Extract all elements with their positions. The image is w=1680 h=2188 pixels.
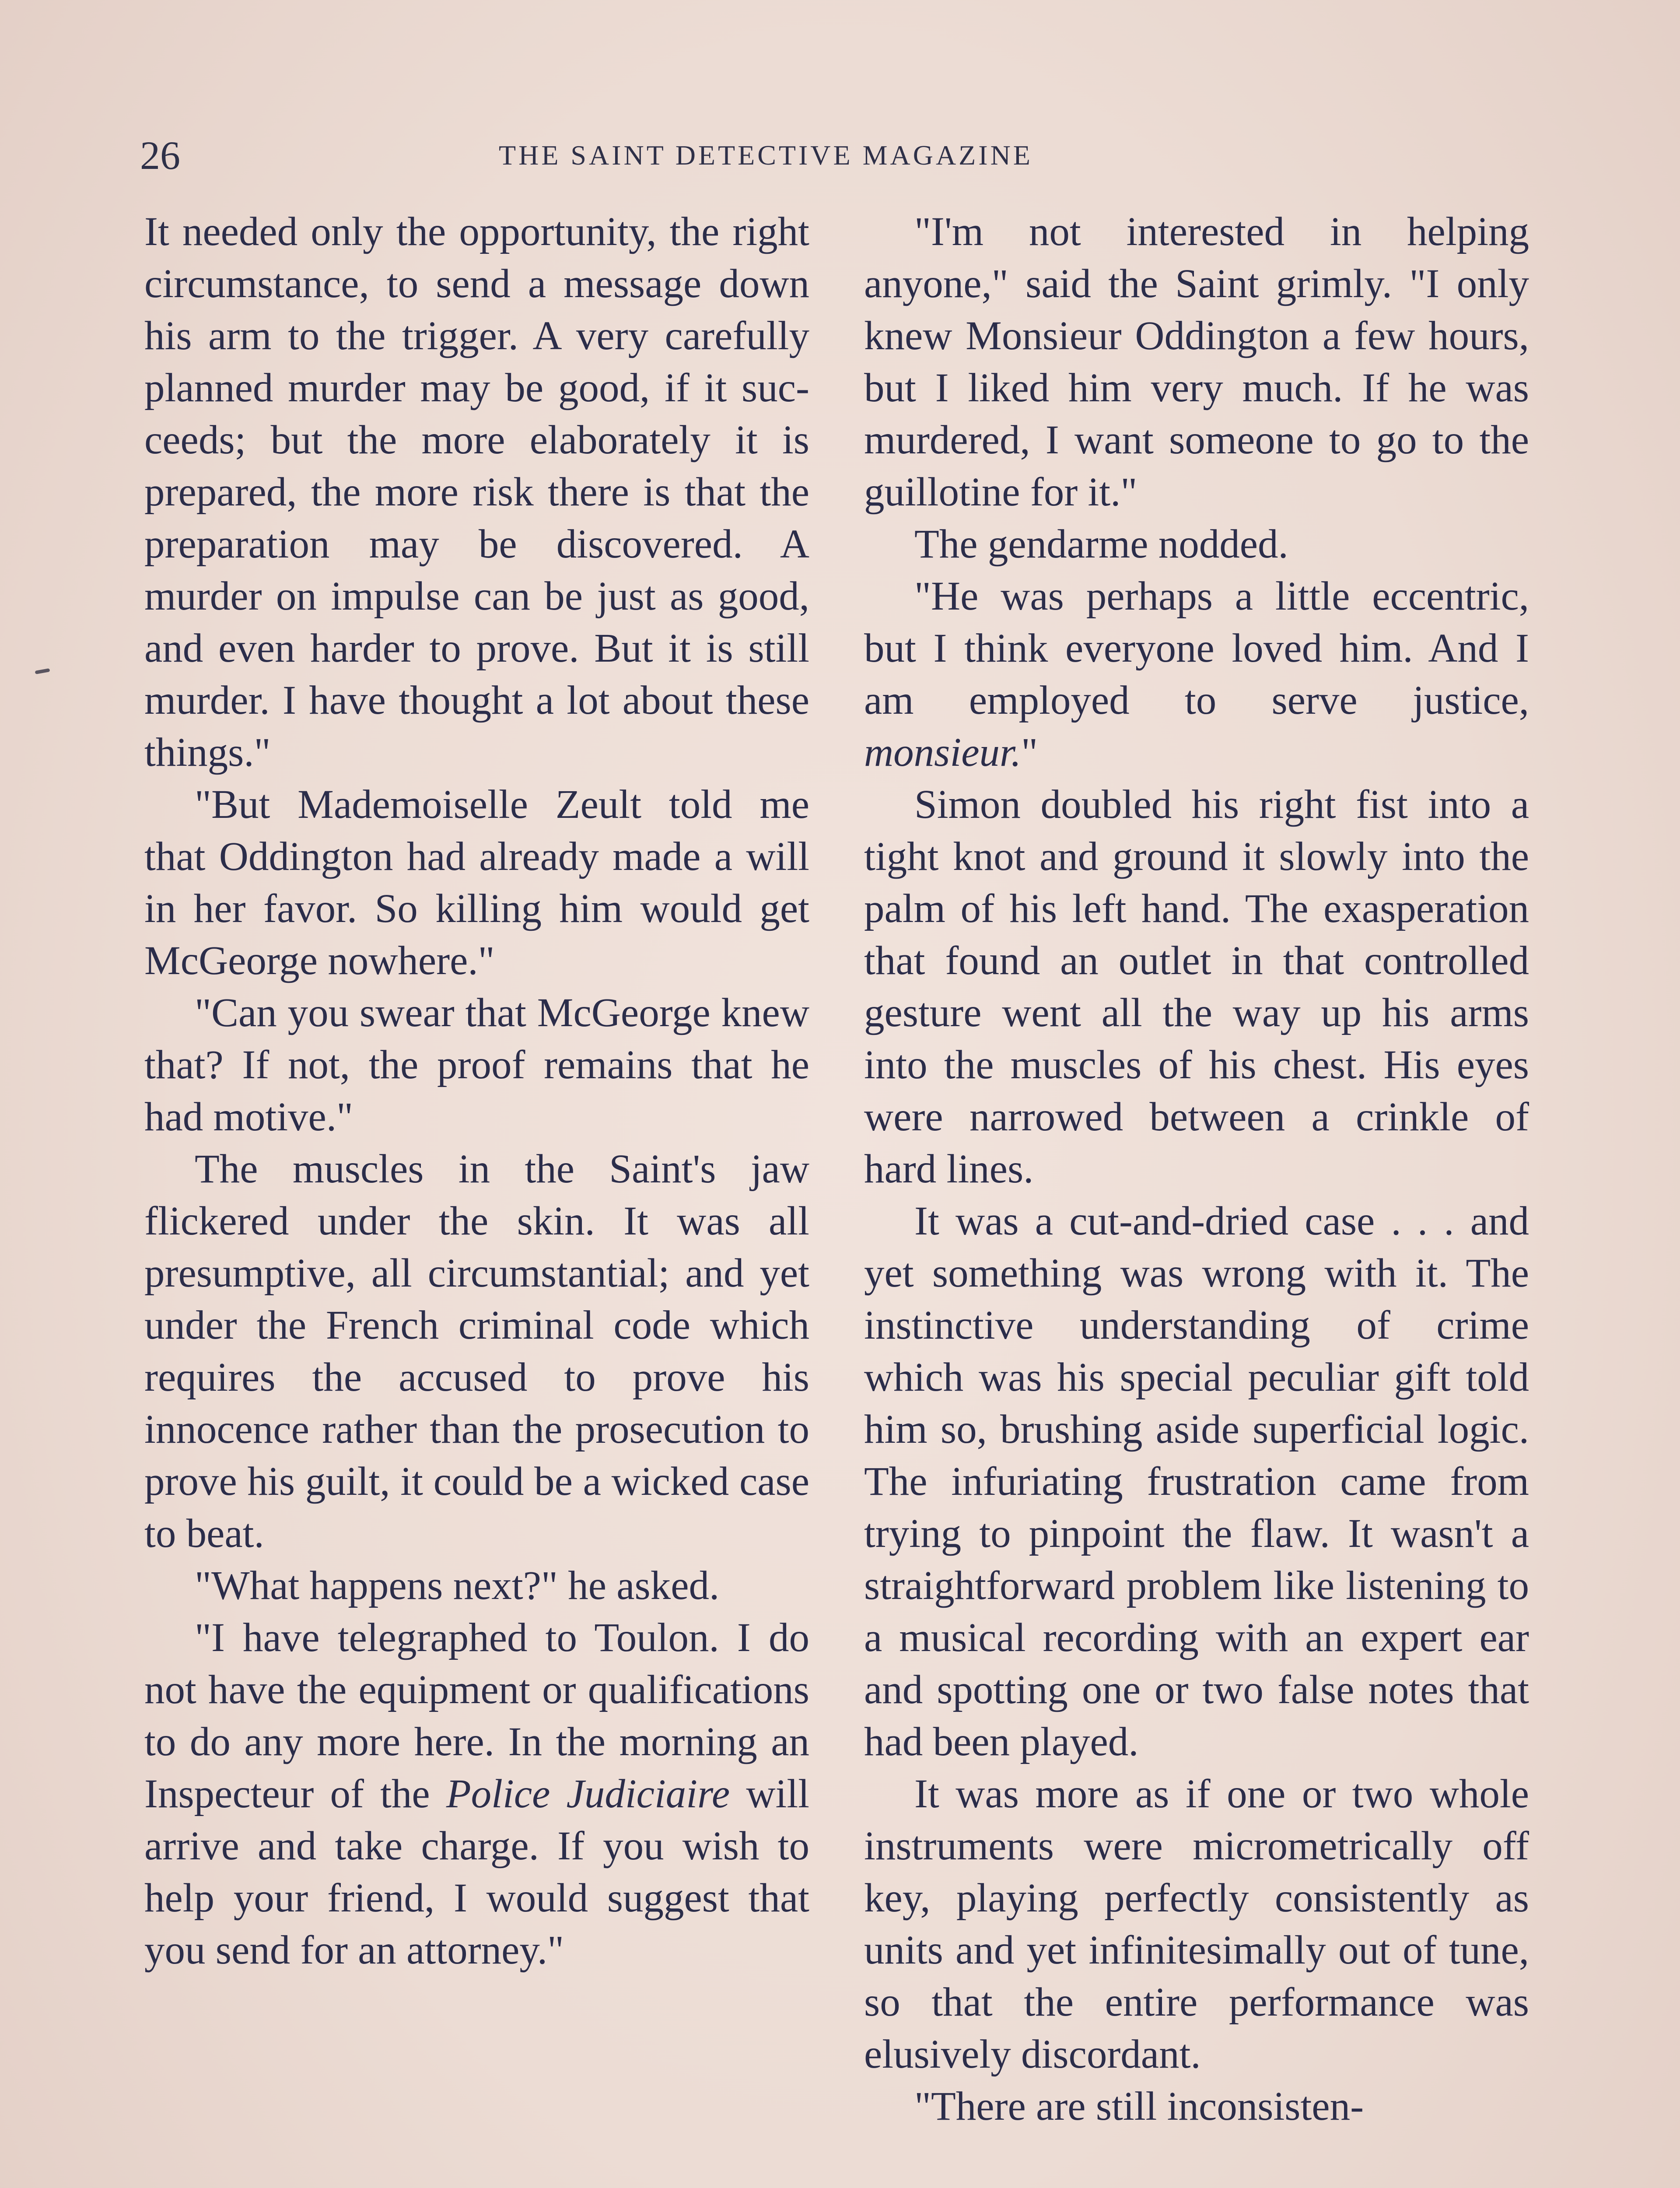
italic-text: Police Judiciaire xyxy=(446,1771,730,1816)
paragraph: Simon doubled his right fist into a tight knot and ground it slowly into the palm of his left hand. The exasperation that found an outlet in that controlled gesture went all the way up his arms into the muscles of his chest. His eyes were narrowed between a crinkle of hard lines. xyxy=(864,782,1529,1192)
left-column xyxy=(144,206,809,1976)
paragraph-text: will arrive and take charge. If you wish to help your friend, I would suggest that you send for an attorney." xyxy=(144,1771,809,1973)
page-header xyxy=(140,131,1540,179)
paragraph-text: "He was perhaps a little eccentric, but I think everyone loved him. And I am employed to serve justice, xyxy=(864,574,1529,723)
paragraph: It was more as if one or two whole instruments were micrometrically off key, playing perfectly consistently as units and yet infinitesimally out of tune, so that the entire performance was elusively discordant. xyxy=(864,1771,1529,2077)
paragraph xyxy=(144,1612,809,1976)
paragraph: It needed only the opportunity, the right circumstance, to send a message down his arm to the trigger. A very carefully planned murder may be good, if it succeeds; but the more elaborately it is prepared, the more risk there is that the preparation may be discovered. A murder on impulse can be just as good, and even harder to prove. But it is still murder. I have thought a lot about these things." xyxy=(144,209,809,775)
paragraph: "What happens next?" he asked. xyxy=(195,1563,720,1608)
paragraph: It was a cut-and-dried case . . . and yet something was wrong with it. The instinctive understanding of crime which was his special peculiar gift told him so, brushing aside superficial logic. The infuriating frustration came from trying to pinpoint the flaw. It wasn't a straightforward problem like listening to a musical recording with an expert ear and spotting one or two false notes that had been played. xyxy=(864,1199,1529,1764)
italic-text: monsieur. xyxy=(864,730,1022,775)
paragraph-text: "I have telegraphed to Toulon. I do not have the equipment or qualifications to do any more here. In the morning an Inspecteur of the xyxy=(144,1615,809,1816)
paragraph-text: " xyxy=(1021,730,1038,775)
paragraph: "I'm not interested in helping anyone," said the Saint grimly. "I only knew Monsieur Oddington a few hours, but I liked him very much. If he was murdered, I want someone to go to the guillotine for it." xyxy=(864,209,1529,515)
page-number: 26 xyxy=(140,133,180,178)
ink-speck xyxy=(35,668,50,674)
running-head: THE SAINT DETECTIVE MAGAZINE xyxy=(499,140,1033,171)
paragraph: The gendarme nodded. xyxy=(914,522,1288,567)
right-column xyxy=(864,206,1529,2132)
paragraph: "Can you swear that McGeorge knew that? If not, the proof remains that he had motive." xyxy=(144,990,809,1140)
paragraph: "There are still inconsisten- xyxy=(914,2084,1364,2129)
paragraph: "But Mademoiselle Zeult told me that Oddington had already made a will in her favor. So killing him would get McGeorge nowhere." xyxy=(144,782,809,983)
paragraph: The muscles in the Saint's jaw flickered under the skin. It was all presumptive, all circumstantial; and yet under the French criminal code which requires the accused to prove his innocence rather than the prosecution to prove his guilt, it could be a wicked case to beat. xyxy=(144,1147,809,1556)
paragraph xyxy=(864,570,1529,778)
